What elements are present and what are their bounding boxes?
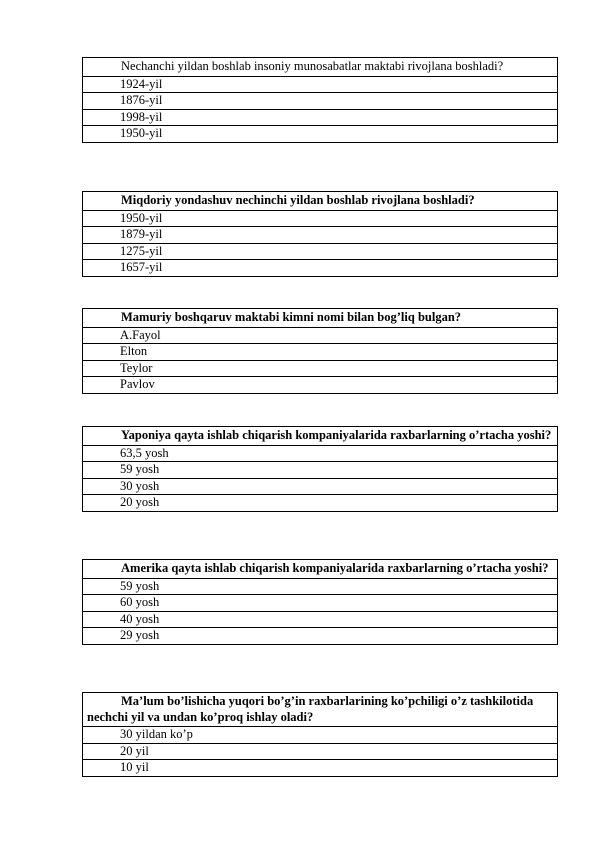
question-text: Miqdoriy yondashuv nechinchi yildan boshlab rivojlana boshladi? — [83, 192, 558, 211]
answer-option: 40 yosh — [83, 611, 558, 628]
question-table-3 — [82, 308, 558, 394]
answer-option: 1950-yil — [83, 210, 558, 227]
answer-option: 10 yil — [83, 760, 558, 777]
answer-option: Teylor — [83, 360, 558, 377]
question-text: Yaponiya qayta ishlab chiqarish kompaniyalarida raxbarlarning o’rtacha yoshi? — [83, 427, 558, 446]
answer-option: 1657-yil — [83, 260, 558, 277]
answer-option: 20 yosh — [83, 495, 558, 512]
answer-option: 1998-yil — [83, 109, 558, 126]
answer-option: 1924-yil — [83, 76, 558, 93]
answer-option: Elton — [83, 344, 558, 361]
answer-option: 59 yosh — [83, 462, 558, 479]
answer-option: 60 yosh — [83, 595, 558, 612]
answer-option: 1876-yil — [83, 93, 558, 110]
answer-option: Pavlov — [83, 377, 558, 394]
answer-option: 20 yil — [83, 743, 558, 760]
question-table-2 — [82, 191, 558, 277]
answer-option: 30 yildan ko’p — [83, 727, 558, 744]
question-table-1 — [82, 57, 558, 143]
answer-option: 29 yosh — [83, 628, 558, 645]
answer-option: 1275-yil — [83, 243, 558, 260]
answer-option: 63,5 yosh — [83, 445, 558, 462]
question-text: Ma’lum bo’lishicha yuqori bo’g’in raxbarlarining ko’pchiligi o’z tashkilotida nechchi yil va undan ko’proq ishlay oladi? — [83, 693, 558, 727]
answer-option: 1879-yil — [83, 227, 558, 244]
question-text: Amerika qayta ishlab chiqarish kompaniyalarida raxbarlarning o’rtacha yoshi? — [83, 560, 558, 579]
question-table-5 — [82, 559, 558, 645]
answer-option: A.Fayol — [83, 327, 558, 344]
answer-option: 30 yosh — [83, 478, 558, 495]
question-table-6 — [82, 692, 558, 777]
question-text: Mamuriy boshqaruv maktabi kimni nomi bilan bog’liq bulgan? — [83, 309, 558, 328]
question-text: Nechanchi yildan boshlab insoniy munosabatlar maktabi rivojlana boshladi? — [83, 58, 558, 77]
answer-option: 59 yosh — [83, 578, 558, 595]
question-table-4 — [82, 426, 558, 512]
answer-option: 1950-yil — [83, 126, 558, 143]
